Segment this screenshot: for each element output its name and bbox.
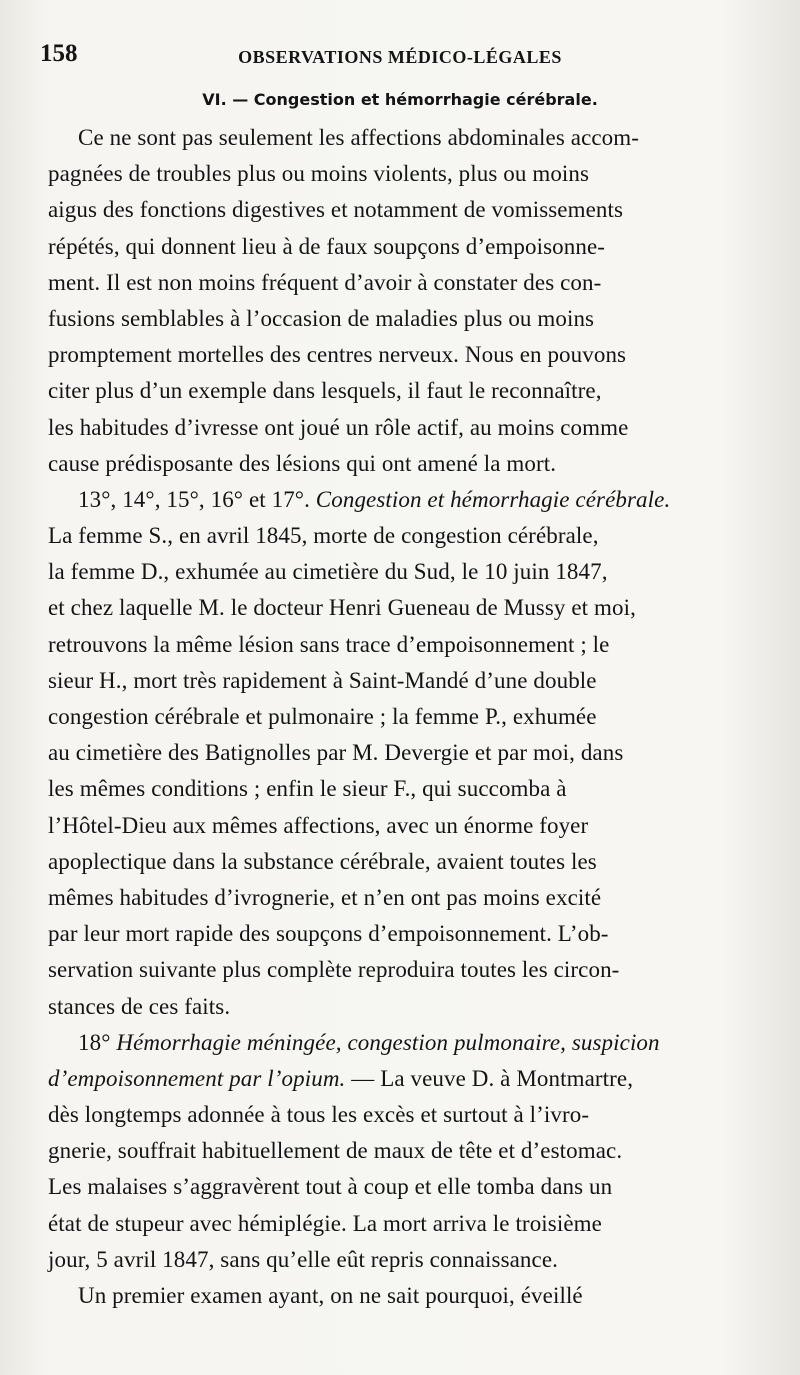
italic-text: d’empoisonnement par l’opium. (48, 1065, 346, 1091)
text-line-content: les habitudes d’ivresse ont joué un rôle actif, au moins comme (48, 414, 629, 440)
text-line (48, 916, 758, 952)
text-line-content: promptement mortelles des centres nerveux. Nous en pouvons (48, 342, 627, 368)
text-line (48, 663, 758, 699)
text-line (48, 229, 758, 265)
text-line-content: la femme D., exhumée au cimetière du Sud, le 10 juin 1847, (48, 559, 608, 585)
text-line (48, 1133, 758, 1169)
text-line (48, 590, 758, 626)
text-line (48, 627, 758, 663)
text-line-content: servation suivante plus complète reproduira toutes les circon- (48, 957, 620, 983)
text-line (48, 1278, 758, 1314)
italic-text: Congestion et hémorrhagie cérébrale. (315, 486, 671, 512)
text-line (48, 410, 758, 446)
text-line-content: aigus des fonctions digestives et notamment de vomissements (48, 197, 624, 223)
text-line-content: — La veuve D. à Montmartre, (351, 1065, 634, 1091)
text-line-content: jour, 5 avril 1847, sans qu’elle eût repris connaissance. (48, 1246, 558, 1272)
text-line (48, 482, 758, 518)
text-line-content: par leur mort rapide des soupçons d’empoisonnement. L’ob- (48, 921, 609, 947)
text-line-content: pagnées de troubles plus ou moins violents, plus ou moins (48, 161, 590, 187)
text-line (48, 844, 758, 880)
text-line-content: mêmes habitudes d’ivrognerie, et n’en ont pas moins excité (48, 884, 602, 910)
text-line-content: 13°, 14°, 15°, 16° et 17°. (78, 486, 310, 512)
section-title: VI. — Congestion et hémorrhagie cérébrale. (202, 90, 598, 109)
text-line-content: retrouvons la même lésion sans trace d’empoisonnement ; le (48, 631, 610, 657)
text-line (48, 771, 758, 807)
text-line (48, 518, 758, 554)
text-line (48, 808, 758, 844)
text-line (48, 337, 758, 373)
text-line (48, 989, 758, 1025)
italic-text: Hémorrhagie méningée, congestion pulmonaire, suspicion (116, 1029, 660, 1055)
page-header (40, 40, 760, 76)
body-text (48, 120, 758, 1314)
text-line (48, 156, 758, 192)
text-line-content: stances de ces faits. (48, 993, 231, 1019)
text-line-content: fusions semblables à l’occasion de maladies plus ou moins (48, 305, 595, 331)
text-line-content: les mêmes conditions ; enfin le sieur F., qui succomba à (48, 776, 567, 802)
text-line (48, 699, 758, 735)
page-number: 158 (40, 40, 78, 67)
text-line-content: Les malaises s’aggravèrent tout à coup et elle tomba dans un (48, 1174, 613, 1200)
text-line (48, 1097, 758, 1133)
text-line-content: apoplectique dans la substance cérébrale, avaient toutes les (48, 848, 597, 874)
text-line-content: congestion cérébrale et pulmonaire ; la femme P., exhumée (48, 704, 597, 729)
text-line (48, 373, 758, 409)
text-line (48, 1061, 758, 1097)
text-line-content: l’Hôtel-Dieu aux mêmes affections, avec un énorme foyer (48, 812, 589, 838)
text-line (48, 265, 758, 301)
text-line-content: cause prédisposante des lésions qui ont amené la mort. (48, 450, 557, 476)
text-line-content: état de stupeur avec hémiplégie. La mort arriva le troisième (48, 1210, 602, 1236)
text-line-content: et chez laquelle M. le docteur Henri Gueneau de Mussy et moi, (48, 595, 636, 621)
text-line-content: au cimetière des Batignolles par M. Devergie et par moi, dans (48, 740, 624, 766)
text-line (48, 735, 758, 771)
text-line (48, 192, 758, 228)
text-line (48, 554, 758, 590)
text-line (48, 446, 758, 482)
text-line (48, 301, 758, 337)
text-line (48, 1242, 758, 1278)
text-line-content: sieur H., mort très rapidement à Saint-Mandé d’une double (48, 667, 597, 693)
text-line-content: Un premier examen ayant, on ne sait pourquoi, éveillé (78, 1283, 583, 1308)
text-line (48, 880, 758, 916)
text-line-content: Ce ne sont pas seulement les affections abdominales accom- (78, 125, 640, 150)
text-line (48, 1169, 758, 1205)
text-line-content: La femme S., en avril 1845, morte de congestion cérébrale, (48, 523, 599, 549)
text-line-content: ment. Il est non moins fréquent d’avoir à constater des con- (48, 269, 602, 295)
text-line-content: répétés, qui donnent lieu à de faux soupçons d’empoisonne- (48, 233, 606, 259)
text-line-content: citer plus d’un exemple dans lesquels, il faut le reconnaître, (48, 378, 602, 404)
text-line-content: 18° (78, 1029, 111, 1055)
running-head: OBSERVATIONS MÉDICO-LÉGALES (238, 47, 562, 67)
text-line (48, 1206, 758, 1242)
text-line-content: gnerie, souffrait habituellement de maux de tête et d’estomac. (48, 1138, 623, 1164)
text-line (48, 952, 758, 988)
text-line (48, 1025, 758, 1061)
text-line-content: dès longtemps adonnée à tous les excès et surtout à l’ivro- (48, 1102, 590, 1128)
text-line (48, 120, 758, 156)
